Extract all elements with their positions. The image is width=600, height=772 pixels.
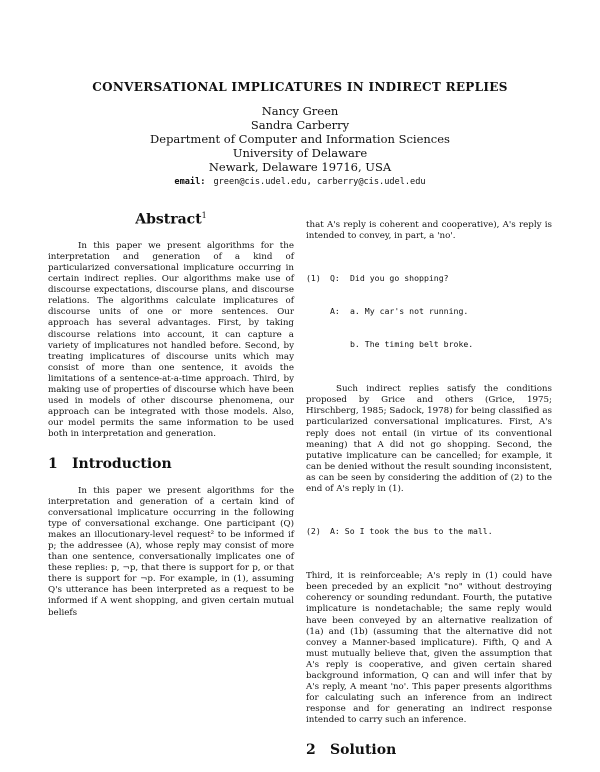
example-line: Did you go shopping?: [350, 273, 449, 284]
abstract-heading-text: Abstract: [135, 211, 202, 228]
right-column: [306, 220, 552, 772]
abstract-heading: [48, 210, 294, 226]
example-number: (2): [306, 526, 321, 537]
section-number: 2: [306, 742, 316, 759]
example-line: b. The timing belt broke.: [350, 339, 474, 350]
section-title: Introduction: [72, 456, 172, 473]
author-name: Nancy Green: [261, 104, 339, 118]
speaker-label: A:: [330, 306, 340, 317]
section-heading-introduction: [48, 456, 294, 473]
introduction-text: In this paper we present algorithms for the interpretation and generation of a certain kind of conversational implicature occurring in the following type of conversational exchange. One participant (Q) makes an illocutionary-level request² to be informed if p; the addressee (A), whose reply may consist of more than one sentence, conversationally implicates one of these replies: p, ¬p, that there is support for p, or that there is support for ¬p. For example, in (1), assuming Q's utterance has been interpreted as a request to be informed if A went shopping, and given certain mutual beliefs: [48, 485, 294, 618]
paper-title: CONVERSATIONAL IMPLICATURES IN INDIRECT REPLIES: [92, 80, 508, 94]
continued-paragraph: that A's reply is coherent and cooperative), A's reply is intended to convey, in part, a 'no'.: [306, 220, 552, 242]
affiliation-line: University of Delaware: [232, 146, 368, 160]
footnote-mark: 1: [201, 211, 207, 220]
section-heading-solution: [306, 742, 552, 759]
example-2: [306, 504, 552, 559]
speaker-label: Q:: [330, 273, 340, 284]
author-name: Sandra Carberry: [250, 118, 350, 132]
affiliation-line: Newark, Delaware 19716, USA: [208, 160, 392, 174]
example-line: a. My car's not running.: [350, 306, 469, 317]
example-1: [306, 251, 552, 372]
email-addresses: green@cis.udel.edu, carberry@cis.udel.edu: [213, 177, 426, 187]
affiliation-line: Department of Computer and Information Sciences: [150, 132, 450, 146]
email-line: [0, 177, 600, 187]
body-paragraph: Such indirect replies satisfy the conditions proposed by Grice and others (Grice, 1975; Hirschberg, 1985; Sadock, 1978) for being classified as particularized conversational implicatures. First, A's reply does not entail (in virtue of its conventional meaning) that A did not go shopping. Second, the putative implicature can be cancelled; for example, it can be denied without the result sounding inconsistent, as can be seen by considering the addition of (2) to the end of A's reply in (1).: [306, 384, 552, 495]
author-block: [0, 104, 600, 174]
example-line: A: So I took the bus to the mall.: [330, 526, 493, 537]
section-title: Solution: [330, 742, 397, 759]
abstract-text: In this paper we present algorithms for the interpretation and generation of a kind of particularized conversational implicature occurring in certain indirect replies. Our algorithms make use of discourse expectations, discourse plans, and discourse relations. The algorithms calculate implicatures of discourse units of one or more sentences. Our approach has several advantages. First, by taking discourse relations into account, it can capture a variety of implicatures not handled before. Second, by treating implicatures of discourse units which may consist of more than one sentence, it avoids the limitations of a sentence-at-a-time approach. Third, by making use of properties of discourse which have been used in models of other discourse phenomena, our approach can be integrated with those models. Also, our model permits the same information to be used both in interpretation and generation.: [48, 240, 294, 440]
example-number: (1): [306, 273, 321, 284]
section-number: 1: [48, 456, 58, 473]
left-column: [48, 210, 294, 619]
email-label: email:: [174, 177, 206, 187]
body-paragraph: Third, it is reinforceable; A's reply in (1) could have been preceded by an explicit "no" without destroying coherency or sounding redundant. Fourth, the putative implicature is nondetachable; the same reply would have been conveyed by an alternative realization of (1a) and (1b) (assuming that the alternative did not convey a Manner-based implicature). Fifth, Q and A must mutually believe that, given the assumption that A's reply is cooperative, and given certain shared background information, Q can and will infer that by A's reply, A meant 'no'. This paper presents algorithms for calculating such an inference from an indirect response and for generating an indirect response intended to carry such an inference.: [306, 571, 552, 726]
